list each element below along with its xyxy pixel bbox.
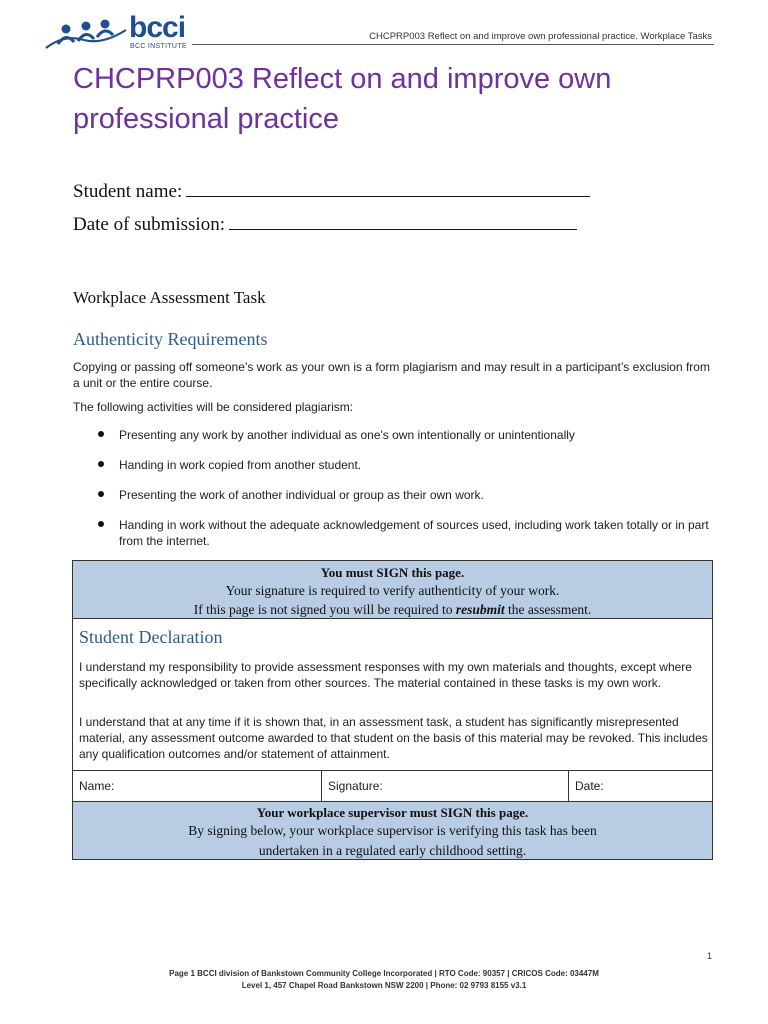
logo-wordmark: bcci (129, 11, 186, 44)
authenticity-intro: Copying or passing off someone’s work as your own is a form plagiarism and may result in a participant’s exclusion from a unit or the entire course. (73, 360, 710, 390)
page-header (44, 11, 714, 56)
people-figures-icon (44, 18, 128, 52)
bcci-logo (44, 11, 194, 52)
bullet-icon (98, 461, 104, 467)
authenticity-heading: Authenticity Requirements (73, 329, 268, 349)
declaration-paragraph-1: I understand my responsibility to provide assessment responses with my own materials and thoughts, except where specifically acknowledged or taken from other sources. The material contained in these tasks is my own work. (79, 660, 692, 690)
sign-notice-line3: If this page is not signed you will be required to resubmit the assessment. (193, 602, 592, 617)
student-name-label: Student name: (73, 181, 183, 202)
signature-row (73, 771, 712, 802)
date-cell[interactable]: Date: (568, 771, 712, 801)
bullet-icon (98, 431, 104, 437)
footer-line-2: Level 1, 457 Chapel Road Bankstown NSW 2200 | Phone: 02 9793 8155 v3.1 (241, 981, 527, 990)
page-number: 1 (707, 951, 713, 961)
plagiarism-lead: The following activities will be considered plagiarism: (73, 400, 354, 414)
student-name-field[interactable] (73, 180, 590, 203)
running-header-title: CHCPRP003 Reflect on and improve own professional practice. Workplace Tasks (369, 31, 712, 42)
task-heading: Workplace Assessment Task (73, 288, 266, 307)
plagiarism-list (73, 427, 713, 563)
supervisor-notice-line2: By signing below, your workplace supervisor is verifying this task has been (188, 823, 597, 838)
list-item: Handing in work without the adequate acknowledgement of sources used, including work taken totally or in part from the internet. (73, 517, 713, 549)
document-title: CHCPRP003 Reflect on and improve own professional practice (73, 63, 612, 135)
declaration-table (72, 560, 713, 860)
student-name-blank[interactable] (186, 180, 590, 197)
bullet-icon (98, 521, 104, 527)
list-item: Presenting the work of another individual or group as their own work. (73, 487, 713, 503)
supervisor-notice-line3: undertaken in a regulated early childhood setting. (258, 843, 527, 858)
date-of-submission-label: Date of submission: (73, 214, 225, 235)
declaration-heading: Student Declaration (79, 627, 223, 647)
resubmit-emphasis: resubmit (455, 602, 505, 617)
supervisor-notice-line1: Your workplace supervisor must SIGN this page. (256, 805, 529, 820)
student-declaration (73, 619, 712, 771)
date-of-submission-blank[interactable] (229, 213, 577, 230)
sign-notice (73, 561, 712, 619)
supervisor-notice (73, 802, 712, 859)
list-item: Handing in work copied from another student. (73, 457, 713, 473)
footer-line-1: Page 1 BCCI division of Bankstown Community College Incorporated | RTO Code: 90357 | CRICOS Code: 03447M (169, 969, 599, 978)
bullet-icon (98, 491, 104, 497)
name-cell[interactable]: Name: (79, 779, 115, 793)
date-of-submission-field[interactable] (73, 213, 577, 236)
sign-notice-line2: Your signature is required to verify authenticity of your work. (225, 583, 560, 598)
list-item: Presenting any work by another individual as one's own intentionally or unintentionally (73, 427, 713, 443)
logo-subtext: BCC INSTITUTE (130, 43, 187, 50)
declaration-paragraph-2: I understand that at any time if it is shown that, in an assessment task, a student has significantly misrepresented material, any assessment outcome awarded to that student on the basis of this material may be revoked. This includes any qualification outcomes and/or statement of attainment. (79, 715, 708, 761)
header-divider (192, 44, 714, 45)
signature-cell[interactable]: Signature: (321, 771, 568, 801)
sign-notice-line1: You must SIGN this page. (320, 565, 465, 580)
